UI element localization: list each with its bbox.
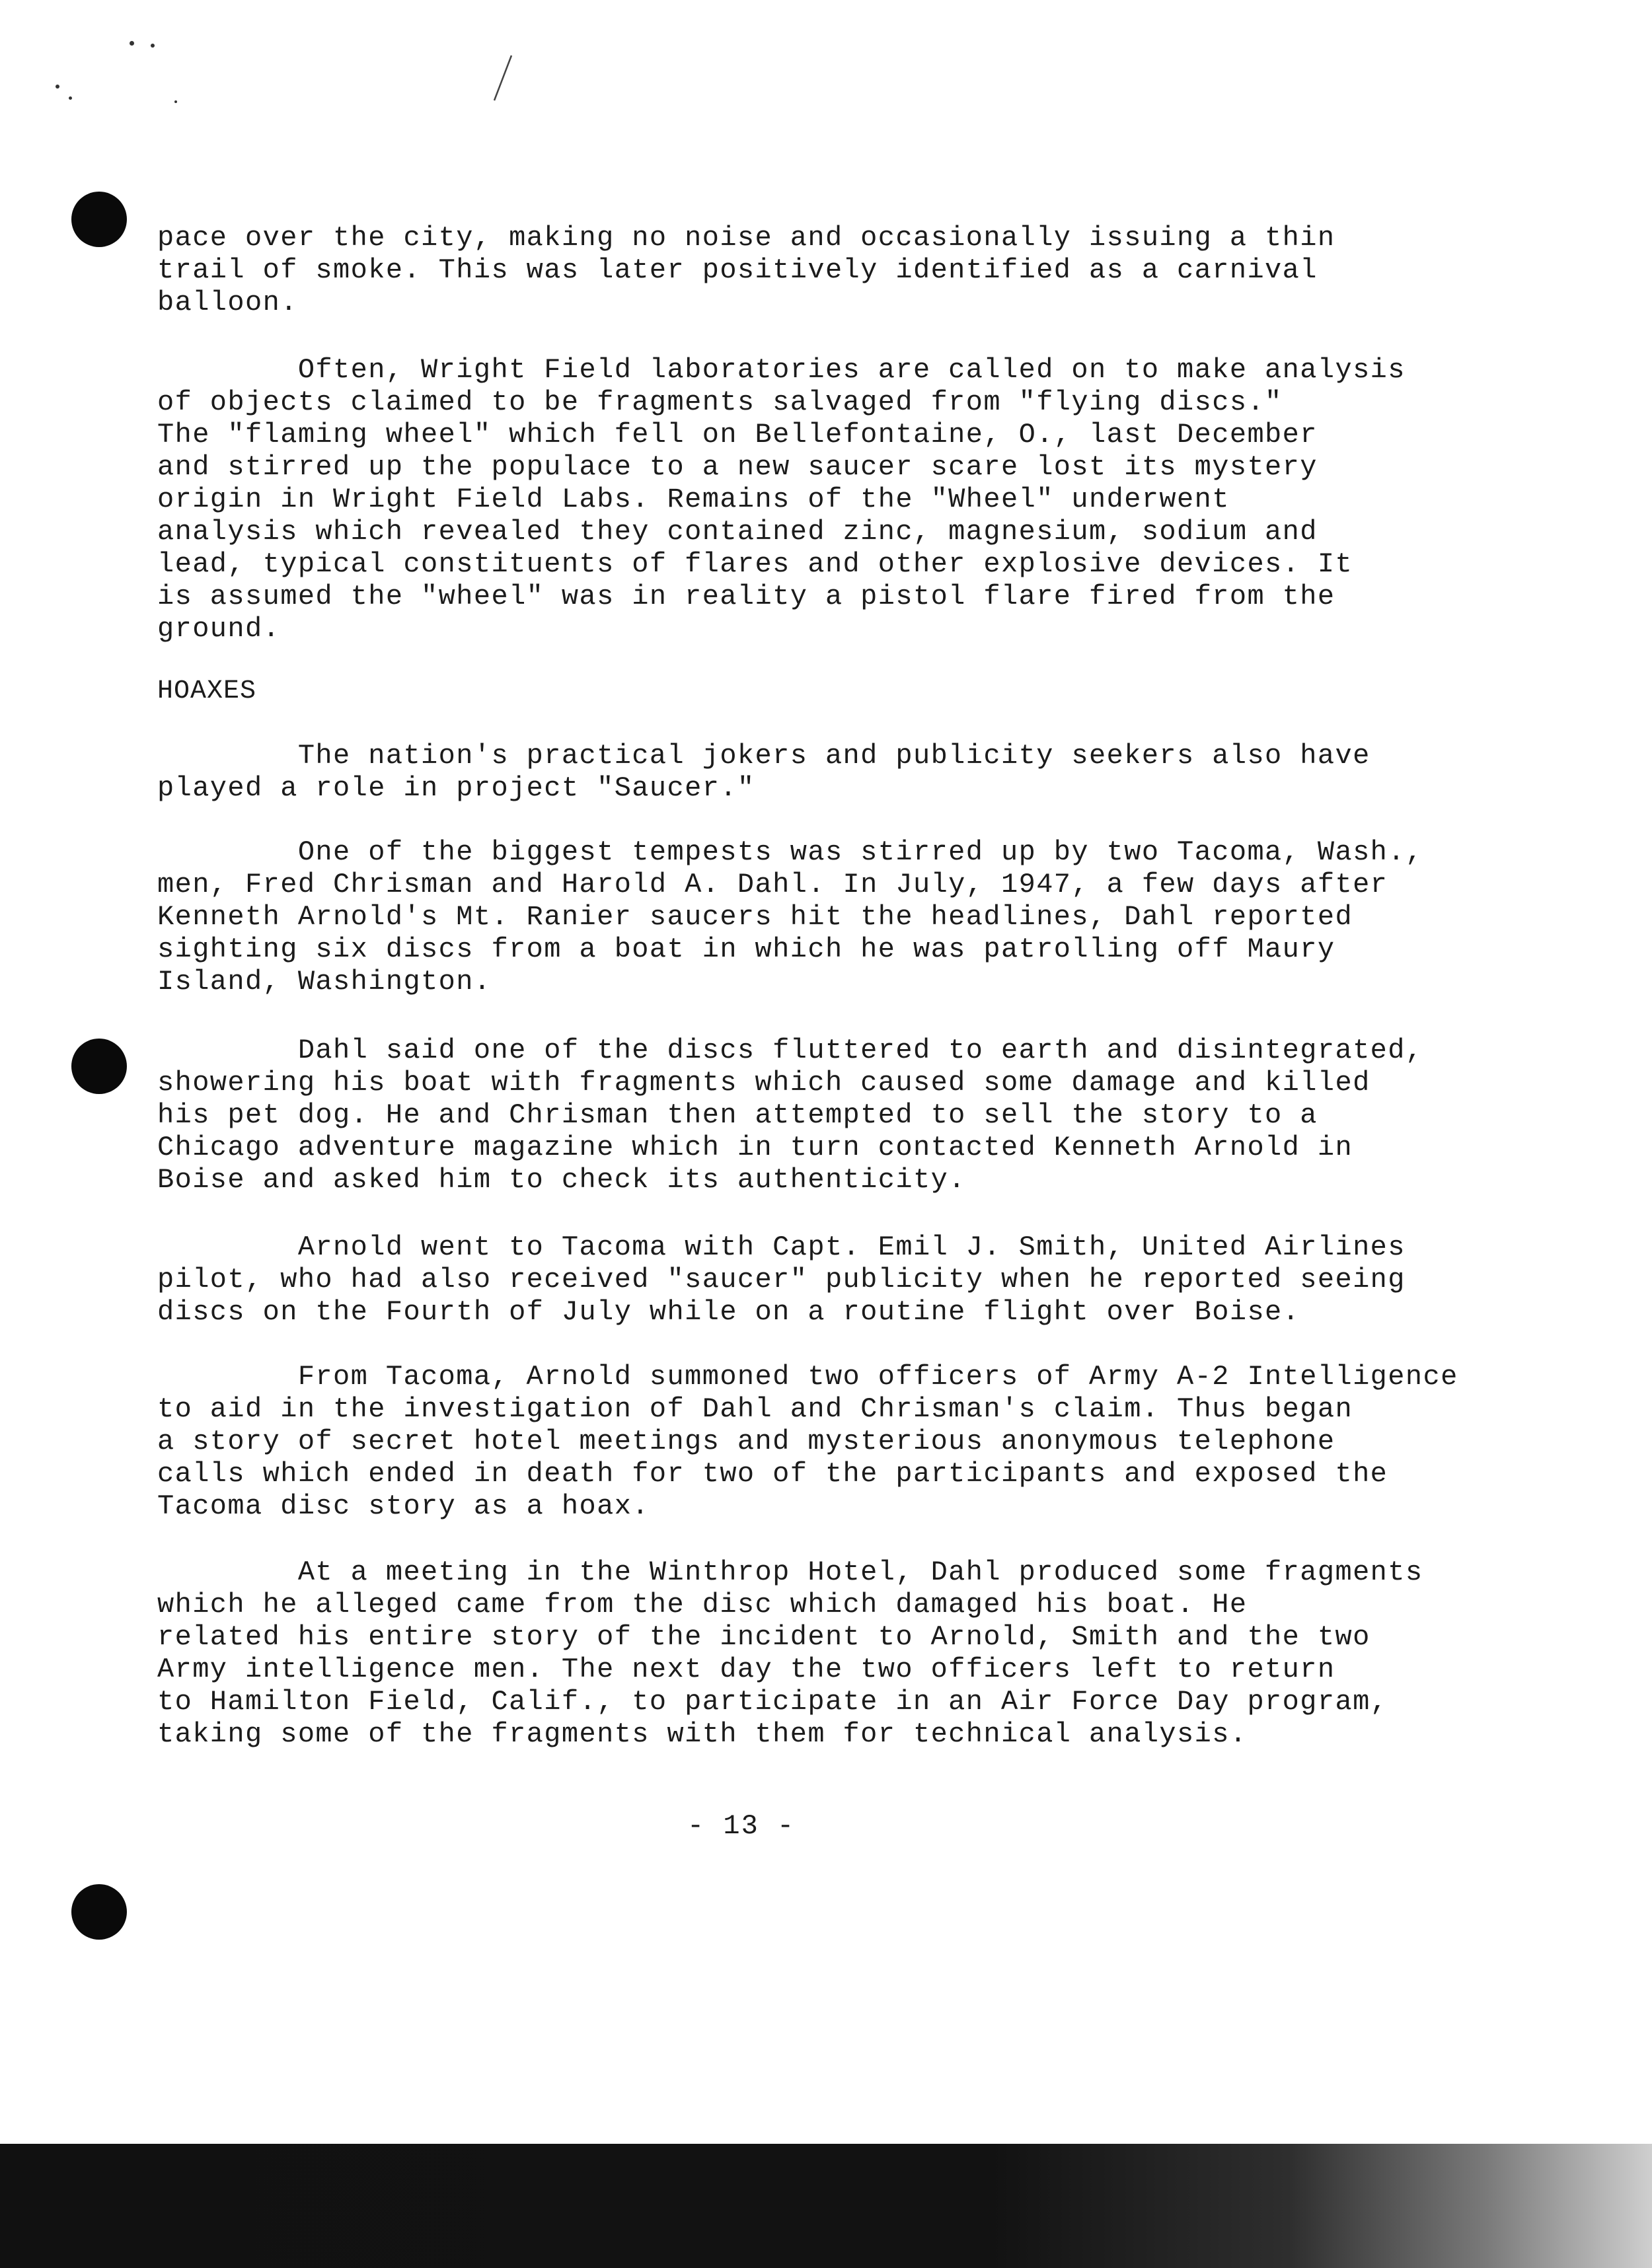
- punch-hole-middle: [71, 1039, 127, 1094]
- paragraph-practical-jokers: The nation's practical jokers and publicity seekers also have played a role in project "Saucer.": [157, 740, 1370, 804]
- punch-hole-top: [71, 192, 127, 247]
- scanner-edge-shadow: [0, 2144, 1652, 2268]
- pen-mark: [489, 53, 515, 106]
- scan-speck: [56, 85, 59, 89]
- page-number: - 13 -: [687, 1810, 796, 1842]
- paragraph-winthrop-hotel: At a meeting in the Winthrop Hotel, Dahl produced some fragments which he alleged came from the disc which damaged his boat. He related his entire story of the incident to Arnold, Smith and the two Army intelligence men. The next day the two officers left to return to Hamilton Field, Calif., to participate in an Air Force Day program, taking some of the fragments with them for technical analysis.: [157, 1556, 1423, 1750]
- paragraph-army-intelligence: From Tacoma, Arnold summoned two officers of Army A-2 Intelligence to aid in the investigation of Dahl and Chrisman's claim. Thus began a story of secret hotel meetings and mysterious anonymous telephone calls which ended in death for two of the participants and exposed the Tacoma disc story as a hoax.: [157, 1361, 1458, 1522]
- paragraph-balloon: pace over the city, making no noise and occasionally issuing a thin trail of smoke. This was later positively identified as a carnival balloon.: [157, 222, 1335, 318]
- paragraph-dahl-discs: Dahl said one of the discs fluttered to earth and disintegrated, showering his boat with fragments which caused some damage and killed his pet dog. He and Chrisman then attempted to sell the story to a Chicago adventure magazine which in turn contacted Kenneth Arnold in Boise and asked him to check its authenticity.: [157, 1035, 1423, 1196]
- scan-speck: [69, 96, 72, 100]
- paragraph-arnold-smith: Arnold went to Tacoma with Capt. Emil J. Smith, United Airlines pilot, who had also received "saucer" publicity when he reported seeing discs on the Fourth of July while on a routine flight over Boise.: [157, 1231, 1406, 1328]
- scan-speck: [174, 100, 177, 103]
- paragraph-wright-field: Often, Wright Field laboratories are called on to make analysis of objects claimed to be fragments salvaged from "flying discs." The "flaming wheel" which fell on Bellefontaine, O., last December and stirred up the populace to a new saucer scare lost its mystery origin in Wright Field Labs. Remains of the "Wheel" underwent analysis which revealed they contained zinc, magnesium, sodium and lead, typical constituents of flares and other explosive devices. It is assumed the "wheel" was in reality a pistol flare fired from the ground.: [157, 354, 1406, 645]
- scan-speck: [130, 41, 134, 46]
- section-heading-hoaxes: HOAXES: [157, 677, 257, 706]
- paragraph-tacoma-tempest: One of the biggest tempests was stirred up by two Tacoma, Wash., men, Fred Chrisman and Harold A. Dahl. In July, 1947, a few days after Kenneth Arnold's Mt. Ranier saucers hit the headlines, Dahl reported sighting six discs from a boat in which he was patrolling off Maury Island, Washington.: [157, 836, 1423, 998]
- punch-hole-bottom: [71, 1884, 127, 1940]
- scan-speck: [151, 44, 155, 48]
